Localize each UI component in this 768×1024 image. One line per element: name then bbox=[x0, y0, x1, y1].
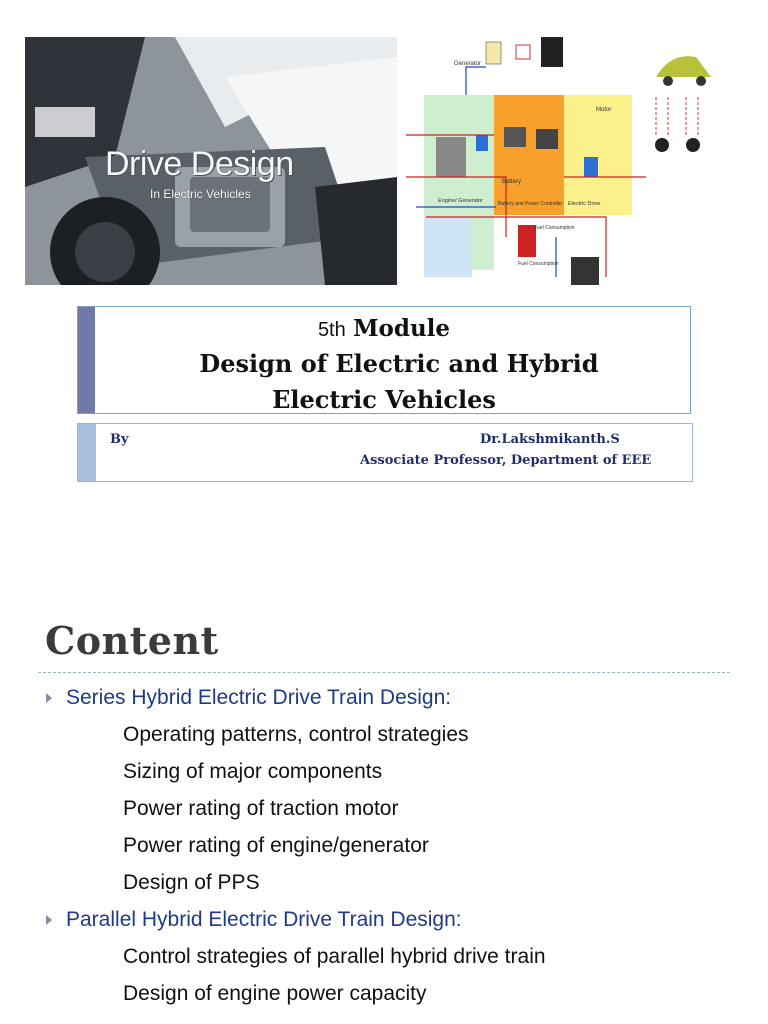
content-divider bbox=[38, 672, 730, 673]
list-item: Control strategies of parallel hybrid drive train bbox=[123, 945, 546, 968]
bullet-arrow-icon bbox=[46, 915, 52, 925]
photo-subtitle: In Electric Vehicles bbox=[150, 187, 251, 201]
diagram-label-motor: Motor bbox=[596, 107, 612, 113]
diagram-label-generator: Generator bbox=[454, 61, 482, 67]
author-box bbox=[77, 423, 693, 482]
section-title: Series Hybrid Electric Drive Train Design: bbox=[66, 686, 452, 709]
section-series-hybrid bbox=[46, 686, 451, 710]
photo-title: Drive Design bbox=[105, 145, 294, 183]
hybrid-system-diagram bbox=[406, 37, 746, 285]
author-role: Associate Professor, Department of EEE bbox=[360, 453, 652, 468]
list-item: Design of engine power capacity bbox=[123, 982, 427, 1005]
ev-chassis-photo bbox=[25, 37, 397, 285]
diagram-label-fuel-consumption-1: Fuel Consumption bbox=[534, 225, 575, 231]
diagram-label-battery-controller: Battery and Power Controller bbox=[498, 201, 563, 207]
diagram-label-electric-drive: Electric Drive bbox=[568, 201, 601, 207]
content-heading: Content bbox=[45, 618, 219, 663]
list-item: Design of PPS bbox=[123, 871, 260, 894]
list-item: Power rating of engine/generator bbox=[123, 834, 429, 857]
section-parallel-hybrid bbox=[46, 908, 462, 932]
module-word: Module bbox=[353, 315, 451, 342]
section-title: Parallel Hybrid Electric Drive Train Design: bbox=[66, 908, 462, 931]
module-title-box bbox=[77, 306, 691, 414]
list-item: Operating patterns, control strategies bbox=[123, 723, 469, 746]
diagram-label-battery: Battery bbox=[502, 179, 522, 185]
list-item: Sizing of major components bbox=[123, 760, 383, 783]
block-diagram-svg bbox=[406, 37, 746, 285]
diagram-label-engine-generator: Engine/ Generator bbox=[438, 198, 483, 204]
module-line bbox=[78, 315, 690, 342]
module-title-line-2: Electric Vehicles bbox=[272, 385, 496, 414]
module-title-line-1: Design of Electric and Hybrid bbox=[199, 349, 599, 378]
diagram-label-fuel-consumption-2: Fuel Consumption bbox=[518, 261, 559, 267]
author-accent-bar bbox=[78, 424, 96, 481]
by-label: By bbox=[110, 432, 129, 447]
bullet-arrow-icon bbox=[46, 693, 52, 703]
module-number: 5th bbox=[317, 319, 346, 341]
list-item: Power rating of traction motor bbox=[123, 797, 399, 820]
author-name: Dr.Lakshmikanth.S bbox=[480, 432, 620, 447]
